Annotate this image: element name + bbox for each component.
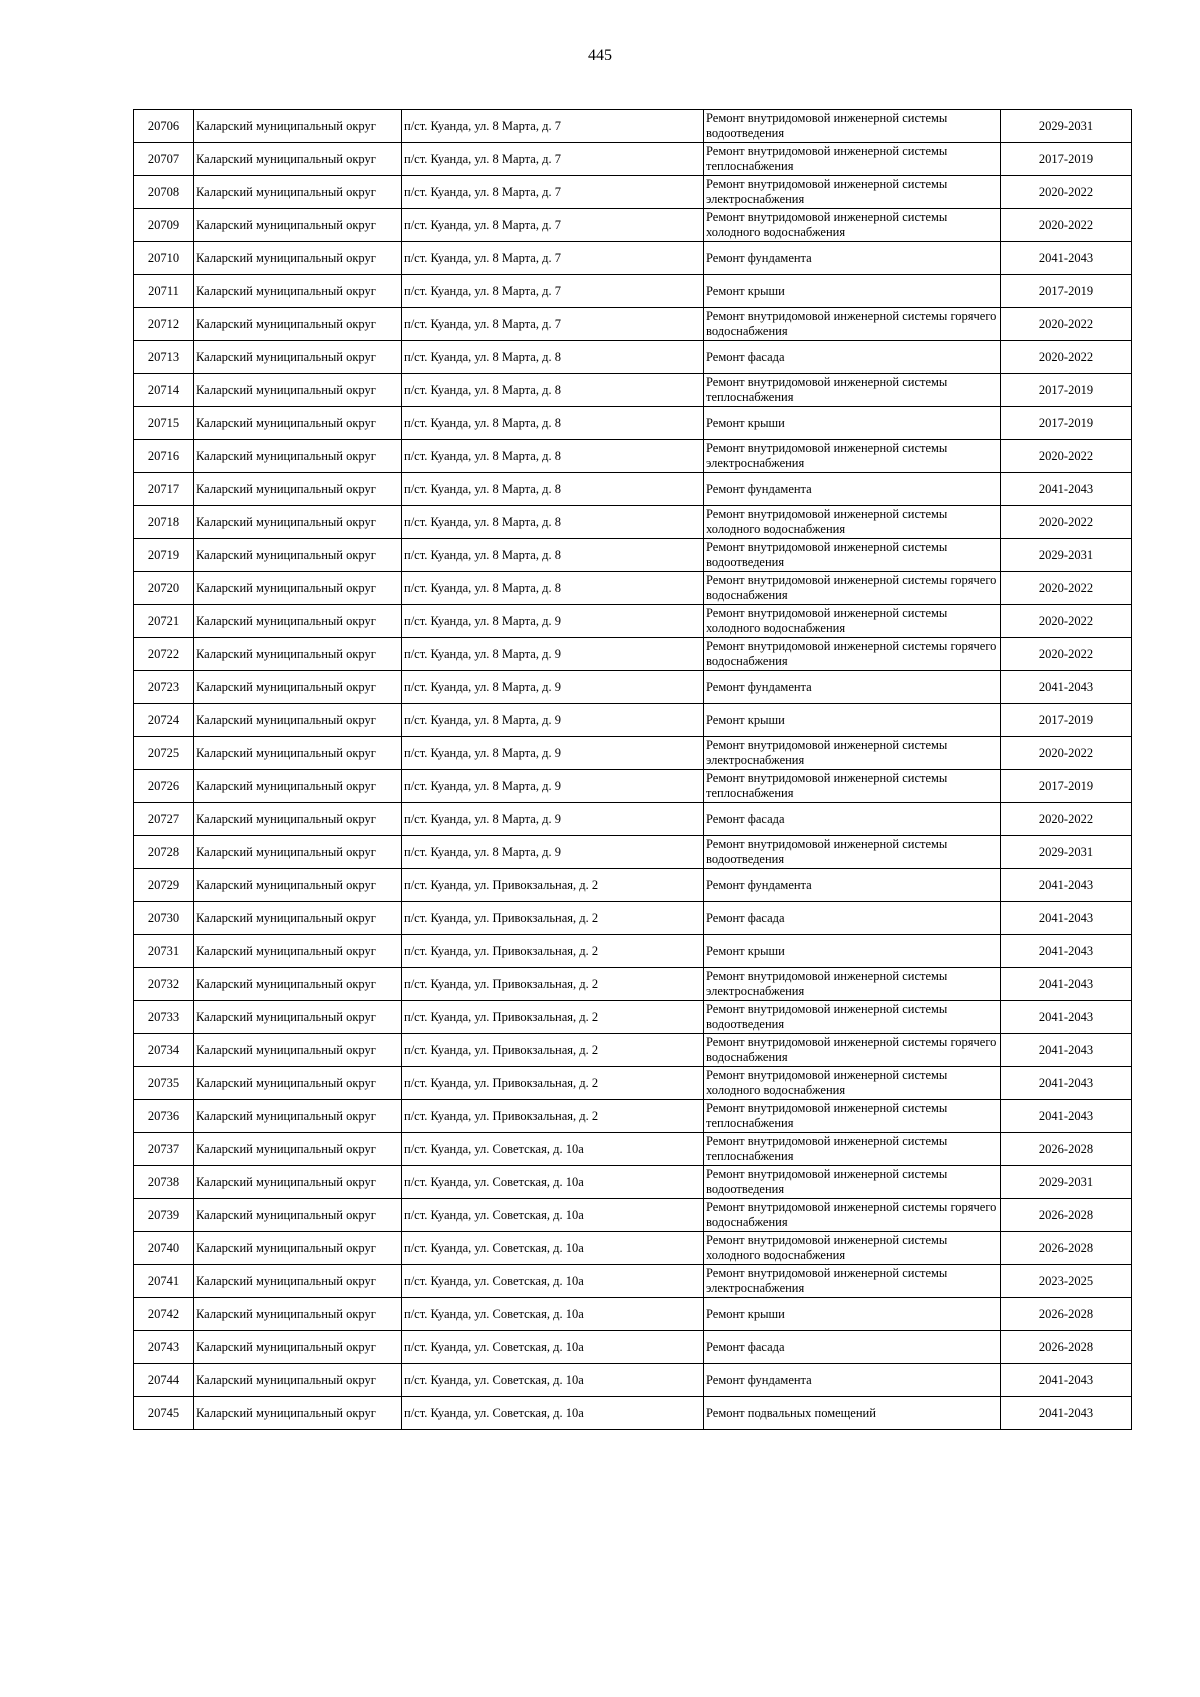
period-cell: 2041-2043 xyxy=(1001,869,1132,902)
row-number-cell: 20730 xyxy=(134,902,194,935)
row-number-cell: 20738 xyxy=(134,1166,194,1199)
period-cell: 2026-2028 xyxy=(1001,1133,1132,1166)
period-cell: 2017-2019 xyxy=(1001,407,1132,440)
municipality-cell: Каларский муниципальный округ xyxy=(194,374,402,407)
work-type-cell: Ремонт фасада xyxy=(704,803,1001,836)
address-cell: п/ст. Куанда, ул. 8 Марта, д. 7 xyxy=(402,143,704,176)
address-cell: п/ст. Куанда, ул. Советская, д. 10а xyxy=(402,1133,704,1166)
period-cell: 2041-2043 xyxy=(1001,1364,1132,1397)
work-type-cell: Ремонт крыши xyxy=(704,935,1001,968)
period-cell: 2020-2022 xyxy=(1001,440,1132,473)
municipality-cell: Каларский муниципальный округ xyxy=(194,671,402,704)
municipality-cell: Каларский муниципальный округ xyxy=(194,1331,402,1364)
municipality-cell: Каларский муниципальный округ xyxy=(194,1298,402,1331)
row-number-cell: 20744 xyxy=(134,1364,194,1397)
address-cell: п/ст. Куанда, ул. Привокзальная, д. 2 xyxy=(402,869,704,902)
address-cell: п/ст. Куанда, ул. 8 Марта, д. 8 xyxy=(402,572,704,605)
work-type-cell: Ремонт внутридомовой инженерной системы водоотведения xyxy=(704,1001,1001,1034)
address-cell: п/ст. Куанда, ул. Привокзальная, д. 2 xyxy=(402,1001,704,1034)
row-number-cell: 20722 xyxy=(134,638,194,671)
municipality-cell: Каларский муниципальный округ xyxy=(194,1100,402,1133)
work-type-cell: Ремонт фундамента xyxy=(704,671,1001,704)
row-number-cell: 20721 xyxy=(134,605,194,638)
period-cell: 2020-2022 xyxy=(1001,605,1132,638)
table-row xyxy=(134,1298,1132,1331)
period-cell: 2041-2043 xyxy=(1001,242,1132,275)
period-cell: 2041-2043 xyxy=(1001,1001,1132,1034)
page-number: 445 xyxy=(588,47,612,64)
municipality-cell: Каларский муниципальный округ xyxy=(194,737,402,770)
address-cell: п/ст. Куанда, ул. 8 Марта, д. 9 xyxy=(402,836,704,869)
period-cell: 2026-2028 xyxy=(1001,1298,1132,1331)
period-cell: 2017-2019 xyxy=(1001,374,1132,407)
municipality-cell: Каларский муниципальный округ xyxy=(194,1166,402,1199)
municipality-cell: Каларский муниципальный округ xyxy=(194,704,402,737)
municipality-cell: Каларский муниципальный округ xyxy=(194,308,402,341)
table-row xyxy=(134,1265,1132,1298)
period-cell: 2041-2043 xyxy=(1001,473,1132,506)
table-row xyxy=(134,374,1132,407)
row-number-cell: 20713 xyxy=(134,341,194,374)
table-row xyxy=(134,110,1132,143)
period-cell: 2029-2031 xyxy=(1001,836,1132,869)
table-row xyxy=(134,275,1132,308)
municipality-cell: Каларский муниципальный округ xyxy=(194,803,402,836)
period-cell: 2041-2043 xyxy=(1001,1397,1132,1430)
table-row xyxy=(134,671,1132,704)
work-type-cell: Ремонт внутридомовой инженерной системы горячего водоснабжения xyxy=(704,572,1001,605)
work-type-cell: Ремонт внутридомовой инженерной системы водоотведения xyxy=(704,539,1001,572)
row-number-cell: 20720 xyxy=(134,572,194,605)
row-number-cell: 20711 xyxy=(134,275,194,308)
row-number-cell: 20731 xyxy=(134,935,194,968)
period-cell: 2020-2022 xyxy=(1001,506,1132,539)
table-row xyxy=(134,1397,1132,1430)
row-number-cell: 20741 xyxy=(134,1265,194,1298)
address-cell: п/ст. Куанда, ул. 8 Марта, д. 7 xyxy=(402,176,704,209)
table-row xyxy=(134,1100,1132,1133)
address-cell: п/ст. Куанда, ул. 8 Марта, д. 7 xyxy=(402,275,704,308)
address-cell: п/ст. Куанда, ул. 8 Марта, д. 9 xyxy=(402,770,704,803)
municipality-cell: Каларский муниципальный округ xyxy=(194,1364,402,1397)
work-type-cell: Ремонт фундамента xyxy=(704,242,1001,275)
table-row xyxy=(134,308,1132,341)
table-row xyxy=(134,737,1132,770)
period-cell: 2020-2022 xyxy=(1001,308,1132,341)
period-cell: 2020-2022 xyxy=(1001,176,1132,209)
municipality-cell: Каларский муниципальный округ xyxy=(194,572,402,605)
table-row xyxy=(134,968,1132,1001)
period-cell: 2020-2022 xyxy=(1001,737,1132,770)
municipality-cell: Каларский муниципальный округ xyxy=(194,638,402,671)
table-row xyxy=(134,770,1132,803)
row-number-cell: 20716 xyxy=(134,440,194,473)
table-row xyxy=(134,935,1132,968)
table-row xyxy=(134,1364,1132,1397)
period-cell: 2029-2031 xyxy=(1001,1166,1132,1199)
period-cell: 2041-2043 xyxy=(1001,1067,1132,1100)
work-type-cell: Ремонт крыши xyxy=(704,704,1001,737)
period-cell: 2041-2043 xyxy=(1001,1100,1132,1133)
period-cell: 2029-2031 xyxy=(1001,539,1132,572)
work-type-cell: Ремонт внутридомовой инженерной системы электроснабжения xyxy=(704,1265,1001,1298)
row-number-cell: 20712 xyxy=(134,308,194,341)
address-cell: п/ст. Куанда, ул. 8 Марта, д. 9 xyxy=(402,704,704,737)
municipality-cell: Каларский муниципальный округ xyxy=(194,968,402,1001)
work-type-cell: Ремонт фасада xyxy=(704,341,1001,374)
municipality-cell: Каларский муниципальный округ xyxy=(194,1001,402,1034)
municipality-cell: Каларский муниципальный округ xyxy=(194,506,402,539)
address-cell: п/ст. Куанда, ул. 8 Марта, д. 9 xyxy=(402,605,704,638)
table-row xyxy=(134,176,1132,209)
municipality-cell: Каларский муниципальный округ xyxy=(194,440,402,473)
row-number-cell: 20745 xyxy=(134,1397,194,1430)
address-cell: п/ст. Куанда, ул. Привокзальная, д. 2 xyxy=(402,935,704,968)
table-row xyxy=(134,704,1132,737)
municipality-cell: Каларский муниципальный округ xyxy=(194,473,402,506)
address-cell: п/ст. Куанда, ул. Привокзальная, д. 2 xyxy=(402,1067,704,1100)
address-cell: п/ст. Куанда, ул. 8 Марта, д. 8 xyxy=(402,407,704,440)
address-cell: п/ст. Куанда, ул. 8 Марта, д. 8 xyxy=(402,341,704,374)
table-row xyxy=(134,143,1132,176)
table-row xyxy=(134,1166,1132,1199)
row-number-cell: 20742 xyxy=(134,1298,194,1331)
work-type-cell: Ремонт внутридомовой инженерной системы водоотведения xyxy=(704,110,1001,143)
table-row xyxy=(134,1199,1132,1232)
municipality-cell: Каларский муниципальный округ xyxy=(194,242,402,275)
address-cell: п/ст. Куанда, ул. 8 Марта, д. 7 xyxy=(402,110,704,143)
table-row xyxy=(134,473,1132,506)
row-number-cell: 20727 xyxy=(134,803,194,836)
period-cell: 2020-2022 xyxy=(1001,572,1132,605)
work-type-cell: Ремонт внутридомовой инженерной системы электроснабжения xyxy=(704,440,1001,473)
table-row xyxy=(134,1232,1132,1265)
work-type-cell: Ремонт внутридомовой инженерной системы холодного водоснабжения xyxy=(704,506,1001,539)
table-row xyxy=(134,1133,1132,1166)
period-cell: 2041-2043 xyxy=(1001,902,1132,935)
table-row xyxy=(134,1001,1132,1034)
table-body xyxy=(134,110,1132,1430)
municipality-cell: Каларский муниципальный округ xyxy=(194,275,402,308)
table-row xyxy=(134,539,1132,572)
municipality-cell: Каларский муниципальный округ xyxy=(194,1133,402,1166)
period-cell: 2020-2022 xyxy=(1001,209,1132,242)
table-row xyxy=(134,242,1132,275)
work-type-cell: Ремонт крыши xyxy=(704,275,1001,308)
row-number-cell: 20735 xyxy=(134,1067,194,1100)
row-number-cell: 20729 xyxy=(134,869,194,902)
work-type-cell: Ремонт фундамента xyxy=(704,1364,1001,1397)
period-cell: 2017-2019 xyxy=(1001,143,1132,176)
work-type-cell: Ремонт внутридомовой инженерной системы теплоснабжения xyxy=(704,143,1001,176)
row-number-cell: 20706 xyxy=(134,110,194,143)
address-cell: п/ст. Куанда, ул. 8 Марта, д. 8 xyxy=(402,539,704,572)
table-row xyxy=(134,341,1132,374)
municipality-cell: Каларский муниципальный округ xyxy=(194,176,402,209)
table-row xyxy=(134,209,1132,242)
work-type-cell: Ремонт подвальных помещений xyxy=(704,1397,1001,1430)
work-type-cell: Ремонт внутридомовой инженерной системы теплоснабжения xyxy=(704,1133,1001,1166)
table-row xyxy=(134,506,1132,539)
address-cell: п/ст. Куанда, ул. 8 Марта, д. 8 xyxy=(402,374,704,407)
row-number-cell: 20740 xyxy=(134,1232,194,1265)
municipality-cell: Каларский муниципальный округ xyxy=(194,902,402,935)
period-cell: 2026-2028 xyxy=(1001,1232,1132,1265)
period-cell: 2017-2019 xyxy=(1001,770,1132,803)
address-cell: п/ст. Куанда, ул. Привокзальная, д. 2 xyxy=(402,1100,704,1133)
period-cell: 2041-2043 xyxy=(1001,935,1132,968)
work-type-cell: Ремонт внутридомовой инженерной системы горячего водоснабжения xyxy=(704,1034,1001,1067)
row-number-cell: 20736 xyxy=(134,1100,194,1133)
repair-schedule-table xyxy=(133,109,1132,1430)
municipality-cell: Каларский муниципальный округ xyxy=(194,1265,402,1298)
work-type-cell: Ремонт внутридомовой инженерной системы теплоснабжения xyxy=(704,770,1001,803)
address-cell: п/ст. Куанда, ул. 8 Марта, д. 9 xyxy=(402,803,704,836)
municipality-cell: Каларский муниципальный округ xyxy=(194,836,402,869)
row-number-cell: 20725 xyxy=(134,737,194,770)
table-row xyxy=(134,605,1132,638)
table-row xyxy=(134,572,1132,605)
work-type-cell: Ремонт крыши xyxy=(704,1298,1001,1331)
table-row xyxy=(134,440,1132,473)
period-cell: 2020-2022 xyxy=(1001,803,1132,836)
period-cell: 2017-2019 xyxy=(1001,704,1132,737)
address-cell: п/ст. Куанда, ул. Привокзальная, д. 2 xyxy=(402,968,704,1001)
address-cell: п/ст. Куанда, ул. 8 Марта, д. 8 xyxy=(402,506,704,539)
table-row xyxy=(134,407,1132,440)
address-cell: п/ст. Куанда, ул. 8 Марта, д. 9 xyxy=(402,737,704,770)
municipality-cell: Каларский муниципальный округ xyxy=(194,605,402,638)
work-type-cell: Ремонт фундамента xyxy=(704,473,1001,506)
work-type-cell: Ремонт внутридомовой инженерной системы холодного водоснабжения xyxy=(704,209,1001,242)
work-type-cell: Ремонт внутридомовой инженерной системы горячего водоснабжения xyxy=(704,638,1001,671)
period-cell: 2017-2019 xyxy=(1001,275,1132,308)
work-type-cell: Ремонт внутридомовой инженерной системы электроснабжения xyxy=(704,176,1001,209)
table-row xyxy=(134,1331,1132,1364)
address-cell: п/ст. Куанда, ул. 8 Марта, д. 8 xyxy=(402,440,704,473)
row-number-cell: 20709 xyxy=(134,209,194,242)
work-type-cell: Ремонт внутридомовой инженерной системы холодного водоснабжения xyxy=(704,1232,1001,1265)
row-number-cell: 20723 xyxy=(134,671,194,704)
row-number-cell: 20710 xyxy=(134,242,194,275)
row-number-cell: 20717 xyxy=(134,473,194,506)
period-cell: 2041-2043 xyxy=(1001,968,1132,1001)
address-cell: п/ст. Куанда, ул. Советская, д. 10а xyxy=(402,1199,704,1232)
period-cell: 2026-2028 xyxy=(1001,1199,1132,1232)
row-number-cell: 20734 xyxy=(134,1034,194,1067)
address-cell: п/ст. Куанда, ул. 8 Марта, д. 9 xyxy=(402,638,704,671)
table-row xyxy=(134,1067,1132,1100)
address-cell: п/ст. Куанда, ул. Советская, д. 10а xyxy=(402,1364,704,1397)
address-cell: п/ст. Куанда, ул. Советская, д. 10а xyxy=(402,1265,704,1298)
address-cell: п/ст. Куанда, ул. Советская, д. 10а xyxy=(402,1166,704,1199)
table-row xyxy=(134,1034,1132,1067)
table-row xyxy=(134,803,1132,836)
work-type-cell: Ремонт внутридомовой инженерной системы водоотведения xyxy=(704,1166,1001,1199)
work-type-cell: Ремонт фасада xyxy=(704,902,1001,935)
row-number-cell: 20728 xyxy=(134,836,194,869)
table-row xyxy=(134,869,1132,902)
period-cell: 2041-2043 xyxy=(1001,1034,1132,1067)
row-number-cell: 20739 xyxy=(134,1199,194,1232)
address-cell: п/ст. Куанда, ул. Советская, д. 10а xyxy=(402,1397,704,1430)
municipality-cell: Каларский муниципальный округ xyxy=(194,935,402,968)
row-number-cell: 20718 xyxy=(134,506,194,539)
work-type-cell: Ремонт внутридомовой инженерной системы холодного водоснабжения xyxy=(704,605,1001,638)
work-type-cell: Ремонт внутридомовой инженерной системы теплоснабжения xyxy=(704,1100,1001,1133)
municipality-cell: Каларский муниципальный округ xyxy=(194,1397,402,1430)
municipality-cell: Каларский муниципальный округ xyxy=(194,1067,402,1100)
municipality-cell: Каларский муниципальный округ xyxy=(194,143,402,176)
period-cell: 2020-2022 xyxy=(1001,638,1132,671)
row-number-cell: 20726 xyxy=(134,770,194,803)
work-type-cell: Ремонт внутридомовой инженерной системы холодного водоснабжения xyxy=(704,1067,1001,1100)
address-cell: п/ст. Куанда, ул. Советская, д. 10а xyxy=(402,1331,704,1364)
address-cell: п/ст. Куанда, ул. 8 Марта, д. 7 xyxy=(402,308,704,341)
work-type-cell: Ремонт фасада xyxy=(704,1331,1001,1364)
municipality-cell: Каларский муниципальный округ xyxy=(194,341,402,374)
row-number-cell: 20714 xyxy=(134,374,194,407)
row-number-cell: 20715 xyxy=(134,407,194,440)
period-cell: 2026-2028 xyxy=(1001,1331,1132,1364)
address-cell: п/ст. Куанда, ул. 8 Марта, д. 7 xyxy=(402,242,704,275)
municipality-cell: Каларский муниципальный округ xyxy=(194,1232,402,1265)
municipality-cell: Каларский муниципальный округ xyxy=(194,869,402,902)
address-cell: п/ст. Куанда, ул. 8 Марта, д. 7 xyxy=(402,209,704,242)
work-type-cell: Ремонт фундамента xyxy=(704,869,1001,902)
municipality-cell: Каларский муниципальный округ xyxy=(194,539,402,572)
municipality-cell: Каларский муниципальный округ xyxy=(194,407,402,440)
address-cell: п/ст. Куанда, ул. Привокзальная, д. 2 xyxy=(402,902,704,935)
row-number-cell: 20724 xyxy=(134,704,194,737)
municipality-cell: Каларский муниципальный округ xyxy=(194,209,402,242)
municipality-cell: Каларский муниципальный округ xyxy=(194,770,402,803)
work-type-cell: Ремонт крыши xyxy=(704,407,1001,440)
row-number-cell: 20707 xyxy=(134,143,194,176)
municipality-cell: Каларский муниципальный округ xyxy=(194,1199,402,1232)
table-row xyxy=(134,638,1132,671)
period-cell: 2041-2043 xyxy=(1001,671,1132,704)
work-type-cell: Ремонт внутридомовой инженерной системы горячего водоснабжения xyxy=(704,308,1001,341)
row-number-cell: 20743 xyxy=(134,1331,194,1364)
work-type-cell: Ремонт внутридомовой инженерной системы горячего водоснабжения xyxy=(704,1199,1001,1232)
address-cell: п/ст. Куанда, ул. Советская, д. 10а xyxy=(402,1232,704,1265)
period-cell: 2029-2031 xyxy=(1001,110,1132,143)
municipality-cell: Каларский муниципальный округ xyxy=(194,110,402,143)
municipality-cell: Каларский муниципальный округ xyxy=(194,1034,402,1067)
address-cell: п/ст. Куанда, ул. 8 Марта, д. 8 xyxy=(402,473,704,506)
work-type-cell: Ремонт внутридомовой инженерной системы электроснабжения xyxy=(704,737,1001,770)
table-row xyxy=(134,836,1132,869)
period-cell: 2023-2025 xyxy=(1001,1265,1132,1298)
row-number-cell: 20733 xyxy=(134,1001,194,1034)
row-number-cell: 20719 xyxy=(134,539,194,572)
work-type-cell: Ремонт внутридомовой инженерной системы теплоснабжения xyxy=(704,374,1001,407)
address-cell: п/ст. Куанда, ул. Привокзальная, д. 2 xyxy=(402,1034,704,1067)
work-type-cell: Ремонт внутридомовой инженерной системы водоотведения xyxy=(704,836,1001,869)
period-cell: 2020-2022 xyxy=(1001,341,1132,374)
row-number-cell: 20737 xyxy=(134,1133,194,1166)
row-number-cell: 20708 xyxy=(134,176,194,209)
work-type-cell: Ремонт внутридомовой инженерной системы электроснабжения xyxy=(704,968,1001,1001)
table-row xyxy=(134,902,1132,935)
address-cell: п/ст. Куанда, ул. Советская, д. 10а xyxy=(402,1298,704,1331)
address-cell: п/ст. Куанда, ул. 8 Марта, д. 9 xyxy=(402,671,704,704)
row-number-cell: 20732 xyxy=(134,968,194,1001)
